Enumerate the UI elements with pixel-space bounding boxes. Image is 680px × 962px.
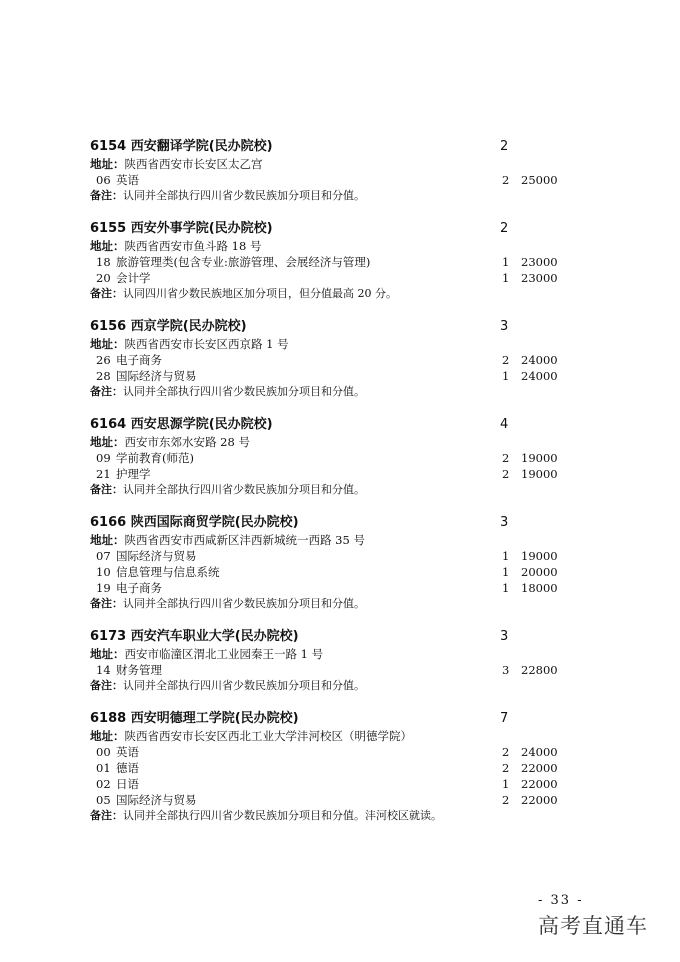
school-total: 3 — [500, 629, 509, 644]
major-count: 2 — [502, 467, 510, 481]
major-row — [90, 548, 590, 564]
school-total: 3 — [500, 319, 509, 334]
major-count: 2 — [502, 173, 510, 187]
school-address — [90, 156, 590, 172]
major-row — [90, 760, 590, 776]
major-row — [90, 466, 590, 482]
major-name: 信息管理与信息系统 — [116, 565, 220, 579]
school-address — [90, 646, 590, 662]
school-entry — [90, 220, 590, 302]
school-total: 7 — [500, 711, 509, 726]
note-label: 备注： — [90, 189, 123, 202]
major-code: 09 — [96, 451, 111, 465]
address-label: 地址： — [90, 337, 125, 351]
note-label: 备注： — [90, 679, 123, 692]
note-label: 备注： — [90, 385, 123, 398]
major-fee: 24000 — [521, 745, 558, 759]
school-header — [90, 220, 590, 238]
major-row — [90, 776, 590, 792]
major-name: 护理学 — [116, 467, 151, 481]
note-text: 认同并全部执行四川省少数民族加分项目和分值。沣河校区就读。 — [123, 809, 442, 822]
major-fee: 23000 — [521, 271, 558, 285]
school-address — [90, 532, 590, 548]
major-name: 英语 — [116, 745, 139, 759]
school-entry — [90, 710, 590, 824]
major-row — [90, 254, 590, 270]
note-text: 认同并全部执行四川省少数民族加分项目和分值。 — [123, 385, 365, 398]
major-row — [90, 662, 590, 678]
major-name: 国际经济与贸易 — [116, 549, 197, 563]
major-fee: 22000 — [521, 793, 558, 807]
major-count: 1 — [502, 255, 510, 269]
school-note — [90, 384, 590, 400]
major-row — [90, 580, 590, 596]
address-label: 地址： — [90, 729, 125, 743]
major-fee: 24000 — [521, 353, 558, 367]
major-name: 电子商务 — [116, 581, 162, 595]
school-code: 6166 — [90, 515, 127, 530]
address-label: 地址： — [90, 533, 125, 547]
major-name: 财务管理 — [116, 663, 162, 677]
address-text: 陕西省西安市长安区西北工业大学沣河校区（明德学院） — [124, 729, 412, 743]
major-count: 3 — [502, 663, 510, 677]
school-address — [90, 336, 590, 352]
school-name: 陕西国际商贸学院(民办院校) — [130, 515, 299, 530]
major-fee: 22000 — [521, 777, 558, 791]
school-header — [90, 514, 590, 532]
major-fee: 22800 — [521, 663, 558, 677]
note-text: 认同四川省少数民族地区加分项目，但分值最高 20 分。 — [123, 287, 397, 300]
school-total: 3 — [500, 515, 509, 530]
major-fee: 18000 — [521, 581, 558, 595]
address-text: 西安市临潼区渭北工业园秦王一路 1 号 — [124, 647, 324, 661]
address-text: 陕西省西安市长安区太乙宫 — [124, 157, 263, 171]
major-code: 18 — [96, 255, 111, 269]
school-header — [90, 318, 590, 336]
school-header — [90, 138, 590, 156]
school-name: 西安明德理工学院(民办院校) — [130, 711, 299, 726]
major-count: 1 — [502, 271, 510, 285]
major-row — [90, 352, 590, 368]
school-name: 西京学院(民办院校) — [130, 319, 247, 334]
note-text: 认同并全部执行四川省少数民族加分项目和分值。 — [123, 679, 365, 692]
address-label: 地址： — [90, 647, 125, 661]
major-name: 会计学 — [116, 271, 151, 285]
major-fee: 22000 — [521, 761, 558, 775]
major-fee: 24000 — [521, 369, 558, 383]
school-name: 西安思源学院(民办院校) — [130, 417, 273, 432]
major-count: 1 — [502, 369, 510, 383]
major-code: 20 — [96, 271, 111, 285]
major-count: 1 — [502, 565, 510, 579]
school-total: 2 — [500, 139, 509, 154]
major-code: 10 — [96, 565, 111, 579]
major-name: 电子商务 — [116, 353, 162, 367]
major-code: 26 — [96, 353, 111, 367]
major-code: 28 — [96, 369, 111, 383]
school-entry — [90, 318, 590, 400]
major-count: 2 — [502, 353, 510, 367]
school-entry — [90, 514, 590, 612]
major-row — [90, 564, 590, 580]
note-text: 认同并全部执行四川省少数民族加分项目和分值。 — [123, 597, 365, 610]
school-code: 6188 — [90, 711, 127, 726]
school-address — [90, 434, 590, 450]
address-text: 陕西省西安市西咸新区沣西新城统一西路 35 号 — [124, 533, 365, 547]
major-count: 2 — [502, 745, 510, 759]
note-label: 备注： — [90, 483, 123, 496]
major-row — [90, 368, 590, 384]
school-code: 6154 — [90, 139, 127, 154]
school-code: 6156 — [90, 319, 127, 334]
major-code: 07 — [96, 549, 111, 563]
school-total: 4 — [500, 417, 509, 432]
major-name: 旅游管理类(包含专业:旅游管理、会展经济与管理) — [116, 255, 371, 269]
school-note — [90, 596, 590, 612]
address-text: 陕西省西安市鱼斗路 18 号 — [124, 239, 262, 253]
school-total: 2 — [500, 221, 509, 236]
school-code: 6173 — [90, 629, 127, 644]
note-label: 备注： — [90, 287, 123, 300]
note-text: 认同并全部执行四川省少数民族加分项目和分值。 — [123, 483, 365, 496]
school-note — [90, 286, 590, 302]
school-name: 西安汽车职业大学(民办院校) — [130, 629, 299, 644]
major-name: 学前教育(师范) — [116, 451, 194, 465]
major-name: 国际经济与贸易 — [116, 369, 197, 383]
major-row — [90, 792, 590, 808]
major-row — [90, 744, 590, 760]
address-text: 陕西省西安市长安区西京路 1 号 — [124, 337, 289, 351]
school-entry — [90, 416, 590, 498]
address-label: 地址： — [90, 435, 125, 449]
major-fee: 19000 — [521, 549, 558, 563]
school-note — [90, 678, 590, 694]
address-label: 地址： — [90, 239, 125, 253]
major-code: 02 — [96, 777, 111, 791]
major-name: 国际经济与贸易 — [116, 793, 197, 807]
major-row — [90, 172, 590, 188]
school-note — [90, 188, 590, 204]
major-fee: 20000 — [521, 565, 558, 579]
major-code: 21 — [96, 467, 111, 481]
school-note — [90, 808, 590, 824]
major-name: 英语 — [116, 173, 139, 187]
page-number: - 33 - — [538, 893, 584, 908]
major-name: 德语 — [116, 761, 139, 775]
school-note — [90, 482, 590, 498]
major-count: 2 — [502, 793, 510, 807]
note-text: 认同并全部执行四川省少数民族加分项目和分值。 — [123, 189, 365, 202]
school-name: 西安外事学院(民办院校) — [130, 221, 273, 236]
school-entry — [90, 138, 590, 204]
school-header — [90, 710, 590, 728]
major-count: 1 — [502, 581, 510, 595]
major-code: 14 — [96, 663, 111, 677]
school-address — [90, 238, 590, 254]
major-name: 日语 — [116, 777, 139, 791]
major-count: 1 — [502, 549, 510, 563]
watermark-text: 高考直通车 — [538, 914, 648, 938]
note-label: 备注： — [90, 597, 123, 610]
major-fee: 25000 — [521, 173, 558, 187]
school-code: 6164 — [90, 417, 127, 432]
major-fee: 19000 — [521, 467, 558, 481]
note-label: 备注： — [90, 809, 123, 822]
address-label: 地址： — [90, 157, 125, 171]
major-count: 2 — [502, 451, 510, 465]
school-entry — [90, 628, 590, 694]
major-code: 06 — [96, 173, 111, 187]
major-code: 00 — [96, 745, 111, 759]
major-row — [90, 270, 590, 286]
school-header — [90, 628, 590, 646]
school-address — [90, 728, 590, 744]
major-row — [90, 450, 590, 466]
major-code: 01 — [96, 761, 111, 775]
school-code: 6155 — [90, 221, 127, 236]
address-text: 西安市东郊水安路 28 号 — [124, 435, 250, 449]
major-code: 19 — [96, 581, 111, 595]
major-fee: 19000 — [521, 451, 558, 465]
major-code: 05 — [96, 793, 111, 807]
school-header — [90, 416, 590, 434]
school-name: 西安翻译学院(民办院校) — [130, 139, 273, 154]
major-fee: 23000 — [521, 255, 558, 269]
major-count: 2 — [502, 761, 510, 775]
major-count: 1 — [502, 777, 510, 791]
